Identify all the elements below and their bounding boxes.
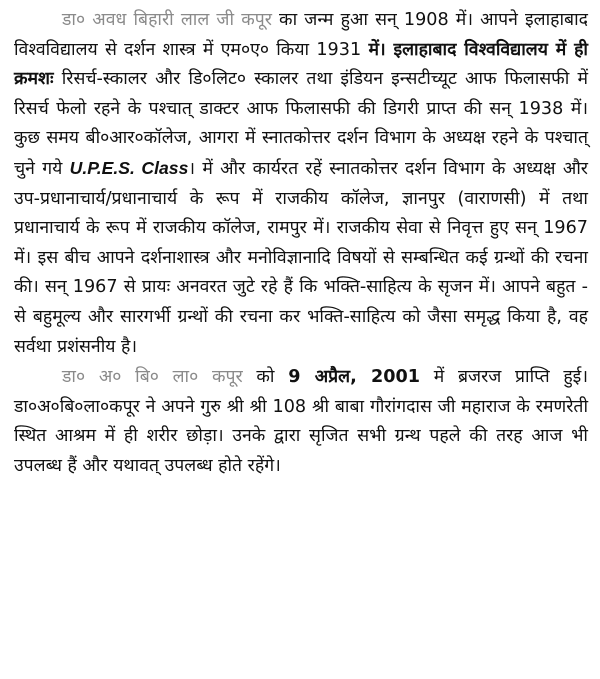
paragraph-biography (14, 6, 588, 362)
upes-class-text: U.P.E.S. Class (69, 157, 189, 178)
author-initials-faded: डा० अ० बि० ला० कपूर (62, 367, 243, 388)
paragraph-demise (14, 363, 588, 481)
paragraph-text: । में और कार्यरत रहें स्नातकोत्तर दर्शन विभाग के अध्यक्ष और उप-प्रधानाचार्य/प्रधानाचार्य के रूप में राजकीय कॉलेज, ज्ञानपुर (वाराणसी) में तथा प्रधानाचार्य के रूप में राजकीय कॉलेज, रामपुर में। राजकीय सेवा से निवृत्त हुए सन् 1967 में। इस बीच आपने दर्शनाशास्त्र और मनोविज्ञानादि विषयों से सम्बन्धित कई ग्रन्थों की रचना की। सन् 1967 से प्रायः अनवरत जुटे रहे हैं कि भक्ति-साहित्य के सृजन में। आपने बहुत - से बहुमूल्य और सारगर्भी ग्रन्थों की रचना कर भक्ति-साहित्य को जैसा समृद्ध किया है, वह सर्वथा प्रशंसनीय है। (14, 158, 589, 357)
paragraph-text: रिसर्च-स्कालर और डि०लिट० स्कालर तथा इंडियन इन्सटीच्यूट आफ फिलासफी में रिसर्च फेलो रहने के पश्चात् डाक्टर आफ फिलासफी की डिगरी प्राप्त की सन् 1938 में। कुछ समय बी०आर०कॉलेज, आगरा में स्नातकोत्तर दर्शन विभाग के अध्यक्ष रहने के पश्चात् चुने गये (14, 69, 588, 179)
paragraph-text: को (242, 367, 289, 388)
demise-date: 9 अप्रैल, 2001 (288, 367, 420, 388)
bold-text: में। इलाहाबाद विश्वविद्यालय में ही क्रमशः (14, 39, 588, 90)
paragraph-text: में ब्रजरज प्राप्ति हुई। डा०अ०बि०ला०कपूर ने अपने गुरु श्री श्री 108 श्री बाबा गौरांगदास जी महाराज के रमणरेती स्थित आश्रम में ही शरीर छोड़ा। उनके द्वारा सृजित सभी ग्रन्थ पहले की तरह आज भी उपलब्ध हैं और यथावत् उपलब्ध होते रहेंगे। (14, 367, 588, 476)
paragraph-text: का जन्म हुआ सन् 1908 में। आपने इलाहाबाद विश्वविद्यालय से दर्शन शास्त्र में एम०ए० किया 1931 (14, 10, 588, 60)
author-name-faded: डा० अवध बिहारी लाल जी कपूर (62, 10, 272, 30)
